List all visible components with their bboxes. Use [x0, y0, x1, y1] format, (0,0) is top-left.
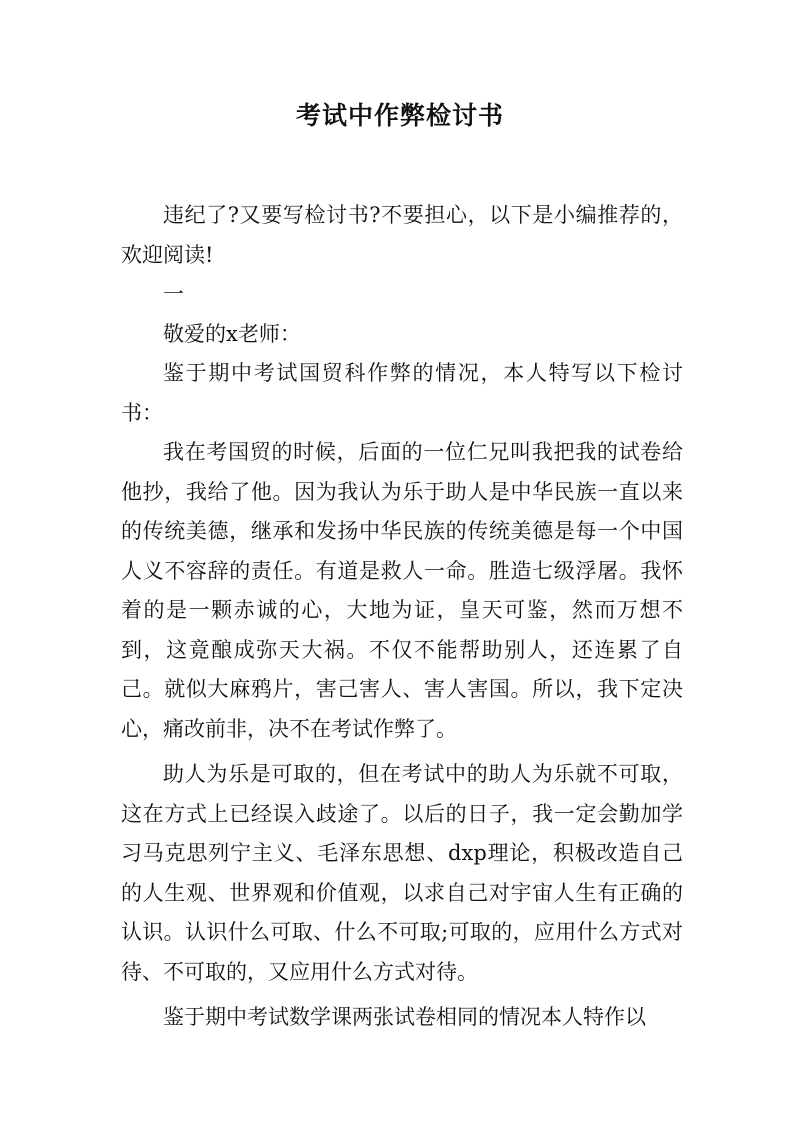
intro-paragraph: 违纪了?又要写检讨书?不要担心，以下是小编推荐的，欢迎阅读! [121, 203, 683, 267]
document-title: 考试中作弊检讨书 [295, 101, 504, 130]
opening-statement: 鉴于期中考试国贸科作弊的情况，本人特写以下检讨书： [121, 361, 683, 425]
document-body [121, 196, 683, 1038]
salutation: 敬爱的x老师： [163, 321, 301, 346]
confession-paragraph: 我在考国贸的时候，后面的一位仁兄叫我把我的试卷给他抄，我给了他。因为我认为乐于助人是中华民族一直以来的传统美德，继承和发扬中华民族的传统美德是每一个中国人义不容辞的责任。有道是救人一命。胜造七级浮屠。我怀着的是一颗赤诚的心，大地为证，皇天可鉴，然而万想不到，这竟酿成弥天大祸。不仅不能帮助别人，还连累了自己。就似大麻鸦片，害己害人、害人害国。所以，我下定决心，痛改前非，决不在考试作弊了。 [121, 440, 683, 741]
section-number: 一 [163, 282, 184, 306]
reflection-paragraph: 助人为乐是可取的，但在考试中的助人为乐就不可取，这在方式上已经误入歧途了。以后的日子，我一定会勤加学习马克思列宁主义、毛泽东思想、dxp理论，积极改造自己的人生观、世界观和价值观，以求自己对宇宙人生有正确的认识。认识什么可取、什么不可取;可取的，应用什么方式对待、不可取的，又应用什么方式对待。 [121, 762, 683, 984]
closing-paragraph-start: 鉴于期中考试数学课两张试卷相同的情况本人特作以 [163, 1005, 646, 1029]
